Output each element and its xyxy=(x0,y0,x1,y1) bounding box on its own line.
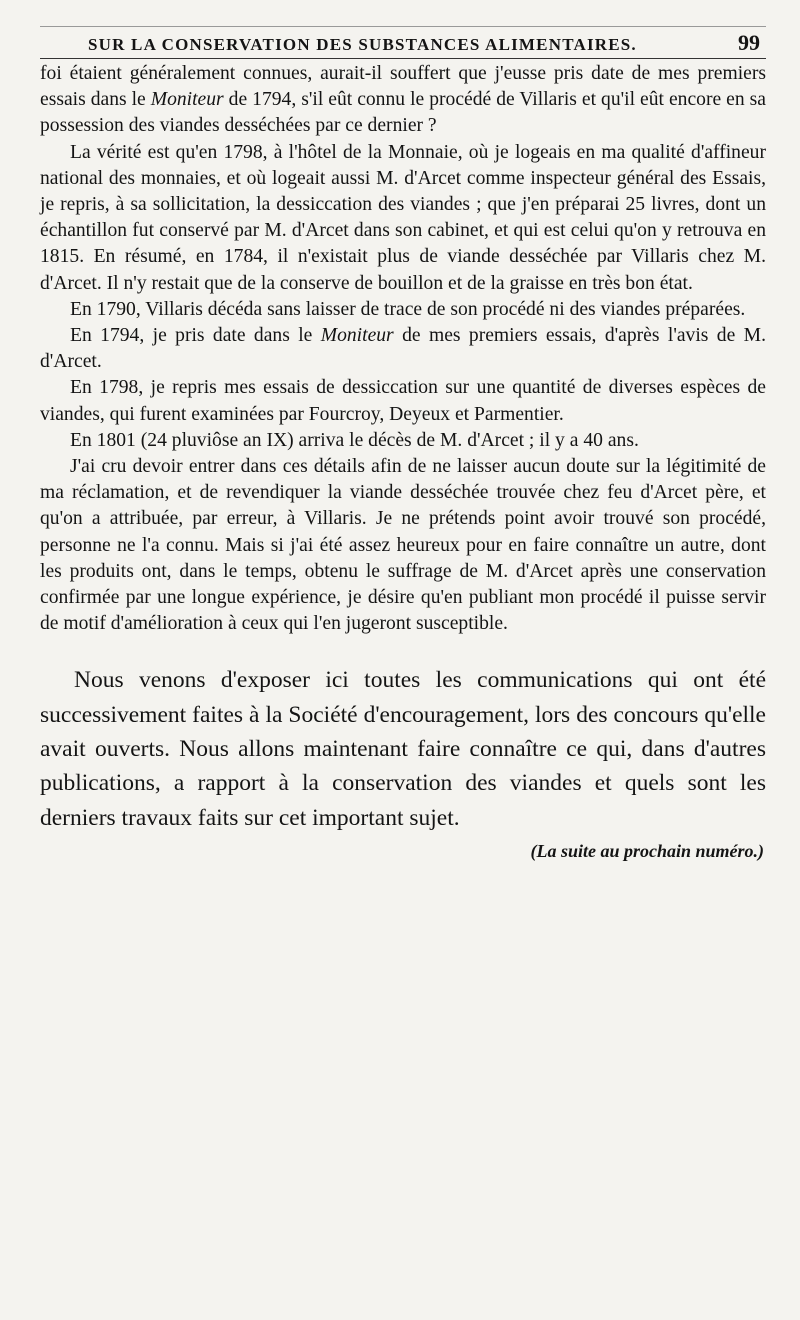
paragraph xyxy=(40,428,766,454)
paragraph xyxy=(40,297,766,323)
paragraph-text: En 1790, Villaris décéda sans laisser de trace de son procédé ni des viandes préparées. xyxy=(70,298,746,320)
document-page xyxy=(40,30,766,862)
paragraph-text: de 1794, s'il eût connu le procédé de Villaris et qu'il eût encore en sa possession des viandes desséchées par ce dernier ? xyxy=(40,89,766,137)
paragraph xyxy=(40,454,766,637)
page-header xyxy=(40,30,766,59)
page-number: 99 xyxy=(738,30,760,55)
paragraph-text: J'ai cru devoir entrer dans ces détails afin de ne laisser aucun doute sur la légitimité de ma réclamation, et de revendiquer la viande desséchée trouvée chez feu d'Arcet père, et qu'on a attribuée, par erreur, à Villaris. Je ne prétends point avoir trouvé son procédé, personne ne l'a connu. Mais si j'ai été assez heureux pour en faire connaître un autre, dont les produits ont, dans le temps, obtenu le suffrage de M. d'Arcet après une conservation confirmée par une longue expérience, je désire qu'en publiant mon procédé il puisse servir de motif d'amélioration à ceux qui l'en jugeront susceptible. xyxy=(40,456,766,635)
body-text-small xyxy=(40,61,766,637)
paragraph xyxy=(40,375,766,427)
paragraph xyxy=(40,140,766,297)
paragraph-text: foi étaient généralement connues, aurait-il souffert que j'eusse pris date de mes premiers essais dans le xyxy=(40,63,766,111)
paragraph-text: La vérité est qu'en 1798, à l'hôtel de la Monnaie, où je logeais en ma qualité d'affineur national des monnaies, et où logeait aussi M. d'Arcet comme inspecteur général des Essais, je repris, à sa sollicitation, la dessiccation des viandes ; que j'en préparai 25 livres, dont un échantillon fut conservé par M. d'Arcet dans son cabinet, et qui est celui qu'on y retrouva en 1815. En résumé, en 1784, il n'existait plus de viande desséchée par Villaris chez M. d'Arcet. Il n'y restait que de la conserve de bouillon et de la graisse en très bon état. xyxy=(40,141,766,294)
continuation-note: (La suite au prochain numéro.) xyxy=(530,840,764,861)
closing-paragraph: Nous venons d'exposer ici toutes les communications qui ont été successivement faites à la Société d'encouragement, lors des concours qu'elle avait ouverts. Nous allons maintenant faire connaître ce qui, dans d'autres publications, a rapport à la conservation des viandes et quels sont les derniers travaux faits sur cet important sujet. xyxy=(40,667,766,831)
italic-title: Moniteur xyxy=(150,89,224,111)
body-text-large xyxy=(40,663,766,834)
running-title: SUR LA CONSERVATION DES SUBSTANCES ALIMENTAIRES. xyxy=(88,35,637,54)
paragraph xyxy=(40,61,766,140)
paragraph-text: de mes premiers essais, d'après l'avis de M. d'Arcet. xyxy=(40,325,766,373)
paragraph-text: En 1801 (24 pluviôse an IX) arriva le décès de M. d'Arcet ; il y a 40 ans. xyxy=(70,429,639,451)
paragraph-text: En 1798, je repris mes essais de dessiccation sur une quantité de diverses espèces de viandes, qui furent examinées par Fourcroy, Deyeux et Parmentier. xyxy=(40,377,766,425)
paragraph-text: En 1794, je pris date dans le xyxy=(70,325,321,347)
italic-title: Moniteur xyxy=(320,325,394,347)
paragraph xyxy=(40,323,766,375)
